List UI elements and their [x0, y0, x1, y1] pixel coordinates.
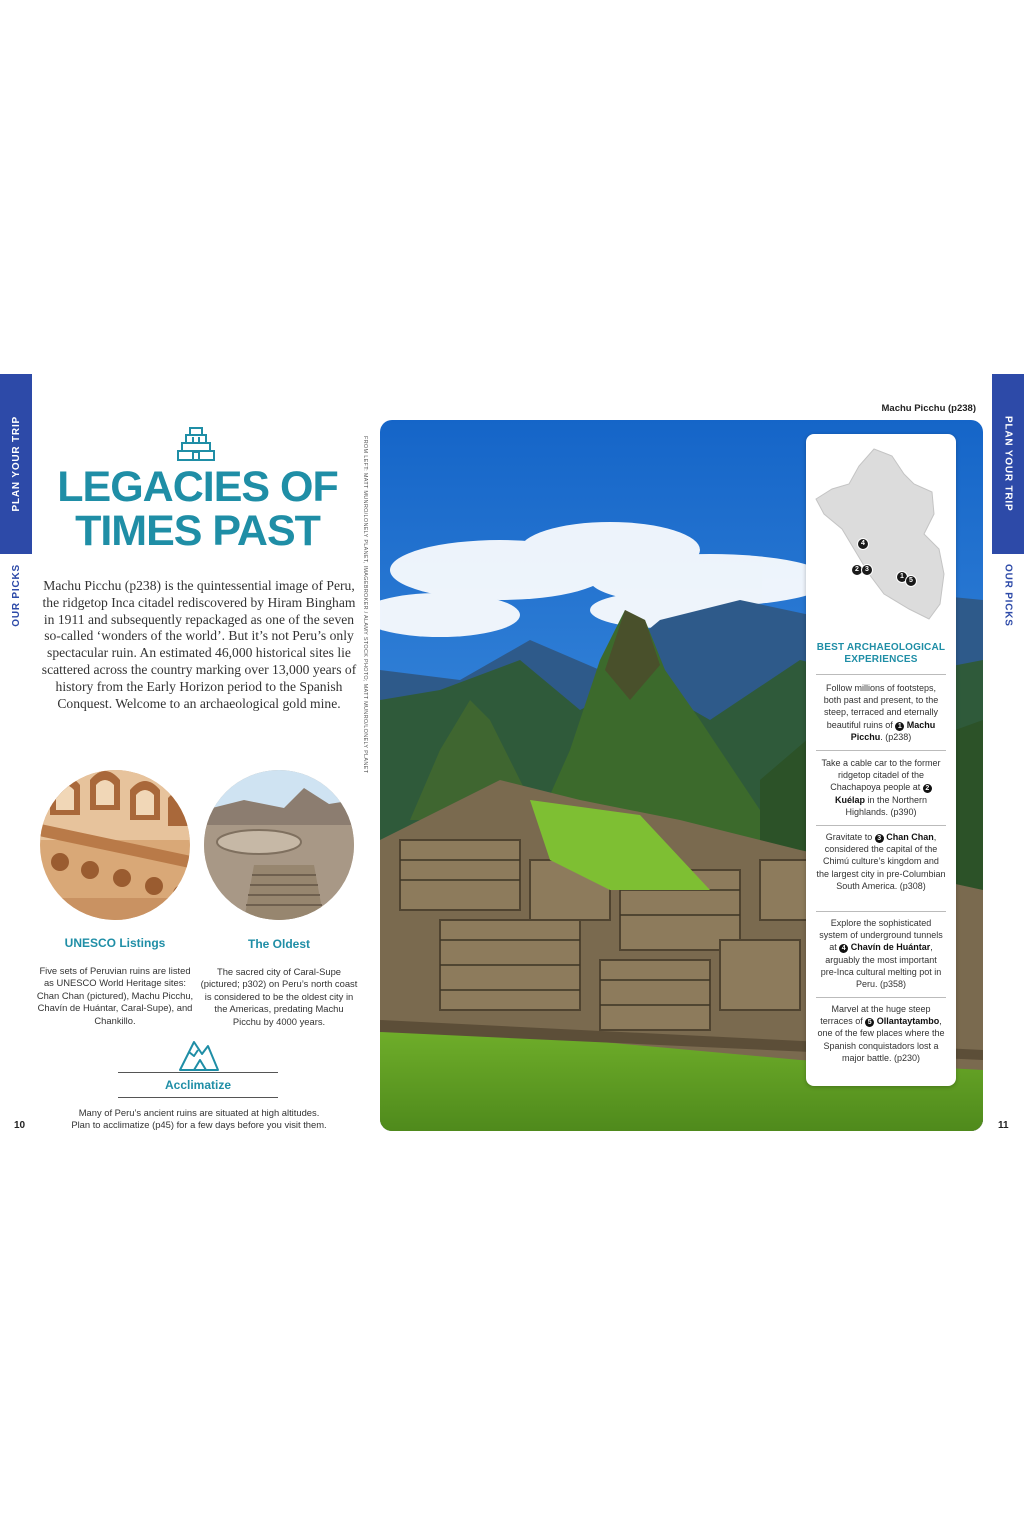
divider-bottom — [118, 1097, 278, 1098]
site-name: Chavín de Huántar — [850, 942, 931, 953]
card-heading-line-1: BEST ARCHAEOLOGICAL — [816, 642, 946, 653]
oldest-heading: The Oldest — [247, 937, 310, 951]
best-experiences-card — [806, 434, 956, 1086]
experience-entry-4: Explore the sophisticated system of underground tunnels at 4 Chavín de Huántar, arguably the most important pre-Inca cultural melting pot in Peru. (p358) — [819, 918, 943, 990]
intro-paragraph: Machu Picchu (p238) is the quintessential image of Peru, the ridgetop Inca citadel rediscovered by Hiram Bingham in 1911 and subsequently repackaged as one of the seven so-called ‘wonders of the world’. But it’s not Peru’s only spectacular ruin. An estimated 46,000 historical sites lie scattered across the country marking over 13,000 years of history from the Early Horizon period to the Spanish Conquest. Welcome to an archaeological gold mine. — [41, 578, 357, 711]
site-name: Chan Chan — [886, 832, 934, 842]
map-pin-4: 4 — [857, 538, 869, 550]
page-number-left: 10 — [14, 1120, 26, 1131]
temple-icon — [176, 424, 216, 464]
photo-credit — [362, 436, 372, 796]
number-badge: 1 — [895, 722, 904, 731]
experience-entry-5: Marvel at the huge steep terraces of 5 Ollantaytambo, one of the few places where the Spanish conquistadors lost a major battle. (p230) — [817, 1004, 945, 1063]
acclimatize-heading: Acclimatize — [164, 1078, 232, 1092]
photo-caption: Machu Picchu (p238) — [881, 403, 976, 414]
site-name: Ollantaytambo — [876, 1016, 940, 1027]
divider-top — [118, 1072, 278, 1073]
card-separator — [816, 674, 946, 675]
title-line-2: TIMES PAST — [75, 507, 320, 555]
map-pin-1: 1 — [896, 571, 908, 583]
map-pin-5: 5 — [905, 575, 917, 587]
experience-entry-3: Gravitate to 3 Chan Chan, considered the capital of the Chimú culture’s kingdom and the largest city in pre-Columbian South America. (p308) — [816, 832, 946, 891]
map-pin-2: 2 — [851, 564, 863, 576]
card-heading-line-2: EXPERIENCES — [844, 654, 918, 666]
mountain-icon — [178, 1036, 220, 1072]
plan-your-trip-label: PLAN YOUR TRIP — [1002, 416, 1014, 512]
acclimatize-line-2: Plan to acclimatize (p45) for a few days before you visit them. — [71, 1119, 327, 1131]
map-pin-3: 3 — [861, 564, 873, 576]
unesco-heading: UNESCO Listings — [64, 936, 166, 950]
card-separator — [816, 997, 946, 998]
chan-chan-photo — [40, 770, 190, 920]
site-name: Kuélap — [834, 794, 865, 805]
number-badge: 2 — [923, 784, 932, 793]
experience-entry-2: Take a cable car to the former ridgetop citadel of the Chachapoya people at 2 Kuélap in the Northern Highlands. (p390) — [821, 758, 941, 817]
photo-credit-text: FROM LEFT: MATT MUNRO/LONELY PLANET, IMAGEBROKER / ALAMY STOCK PHOTO; MATT MUNRO/LONELY PLANET — [362, 436, 368, 774]
number-badge: 3 — [875, 834, 884, 843]
our-picks-label: OUR PICKS — [10, 563, 22, 627]
our-picks-label: OUR PICKS — [1002, 563, 1014, 627]
card-separator — [816, 750, 946, 751]
our-picks-tab-right — [992, 560, 1024, 630]
number-badge: 4 — [839, 944, 848, 953]
peru-map — [814, 444, 948, 624]
oldest-text: The sacred city of Caral-Supe (pictured; p302) on Peru’s north coast is considered to be the oldest city in the Americas, predating Machu Picchu by 4000 years. — [200, 966, 358, 1027]
card-separator — [816, 911, 946, 912]
unesco-text: Five sets of Peruvian ruins are listed as UNESCO World Heritage sites: Chan Chan (pictured), Machu Picchu, Chavín de Huántar, Caral-Supe), and Chankillo. — [36, 965, 194, 1026]
caral-supe-photo — [204, 770, 354, 920]
acclimatize-line-1: Many of Peru’s ancient ruins are situated at high altitudes. — [78, 1107, 320, 1118]
plan-your-trip-tab-right — [992, 374, 1024, 554]
page-title — [40, 465, 355, 553]
experience-entry-1: Follow millions of footsteps, both past and present, to the steep, terraced and eternally beautiful ruins of 1 Machu Picchu. (p238) — [823, 683, 939, 742]
our-picks-tab-left — [0, 560, 32, 630]
page-number-right: 11 — [998, 1120, 1009, 1131]
card-separator — [816, 825, 946, 826]
plan-your-trip-tab-left — [0, 374, 32, 554]
plan-your-trip-label: PLAN YOUR TRIP — [10, 416, 22, 512]
card-heading — [811, 642, 951, 667]
site-name: Machu Picchu — [850, 719, 936, 742]
number-badge: 5 — [865, 1018, 874, 1027]
acclimatize-text — [40, 1107, 358, 1132]
title-line-1: LEGACIES OF — [57, 463, 338, 511]
